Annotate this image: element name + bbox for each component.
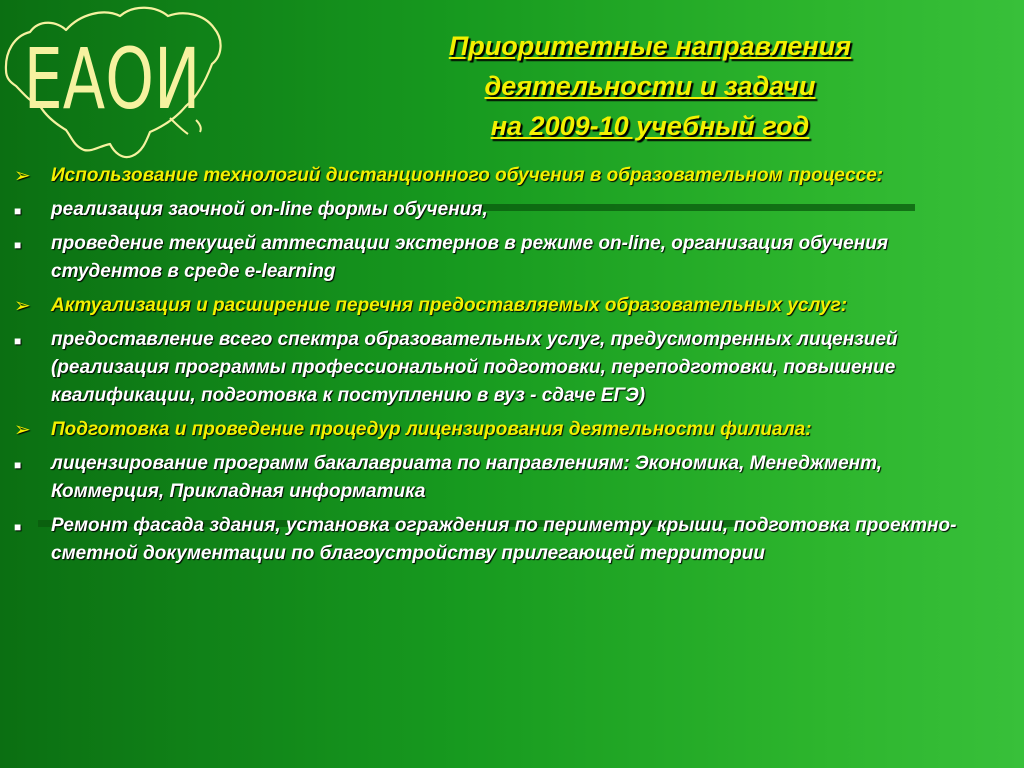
list-item-heading	[0, 162, 1024, 190]
list-item	[0, 326, 1024, 410]
title-line-2: деятельности и задачи	[484, 71, 816, 101]
list-item-text: лицензирование программ бакалавриата по направлениям: Экономика, Менеджмент, Коммерция, Прикладная информатика	[51, 453, 883, 502]
list-item-heading	[0, 416, 1024, 444]
square-bullet-icon: ■	[14, 334, 22, 348]
square-bullet-icon: ■	[14, 458, 22, 472]
page-title	[360, 26, 940, 146]
list-item-text: Использование технологий дистанционного обучения в образовательном процессе:	[51, 165, 884, 186]
arrow-bullet-icon: ➢	[14, 165, 31, 187]
square-bullet-icon: ■	[14, 520, 22, 534]
bullet-list	[0, 162, 1024, 574]
title-line-1: Приоритетные направления	[448, 31, 852, 61]
logo-text: ЕАОИ	[23, 31, 201, 129]
arrow-bullet-icon: ➢	[14, 295, 31, 317]
list-item	[0, 512, 1024, 568]
list-item-text: предоставление всего спектра образовательных услуг, предусмотренных лицензией (реализация программы профессиональной подготовки, переподготовки, повышение квалификации, подготовка к поступлению в вуз - сдаче ЕГЭ)	[51, 329, 898, 406]
list-item	[0, 230, 1024, 286]
list-item-text: Актуализация и расширение перечня предоставляемых образовательных услуг:	[51, 295, 848, 316]
list-item-heading	[0, 292, 1024, 320]
list-item-text: проведение текущей аттестации экстернов в режиме on-line, организация обучения студентов в среде e-learning	[51, 233, 889, 282]
square-bullet-icon: ■	[14, 238, 22, 252]
list-item	[0, 450, 1024, 506]
arrow-bullet-icon: ➢	[14, 419, 31, 441]
square-bullet-icon: ■	[14, 204, 22, 218]
list-item-text: Ремонт фасада здания, установка ограждения по периметру крыши, подготовка проектно-сметной документации по благоустройству прилегающей территории	[51, 515, 957, 564]
list-item-text: Подготовка и проведение процедур лицензирования деятельности филиала:	[51, 419, 812, 440]
title-line-3: на 2009-10 учебный год	[490, 111, 810, 141]
list-item	[0, 196, 1024, 224]
list-item-text: реализация заочной on-line формы обучения,	[51, 199, 488, 220]
eurasia-map-icon	[0, 0, 230, 165]
